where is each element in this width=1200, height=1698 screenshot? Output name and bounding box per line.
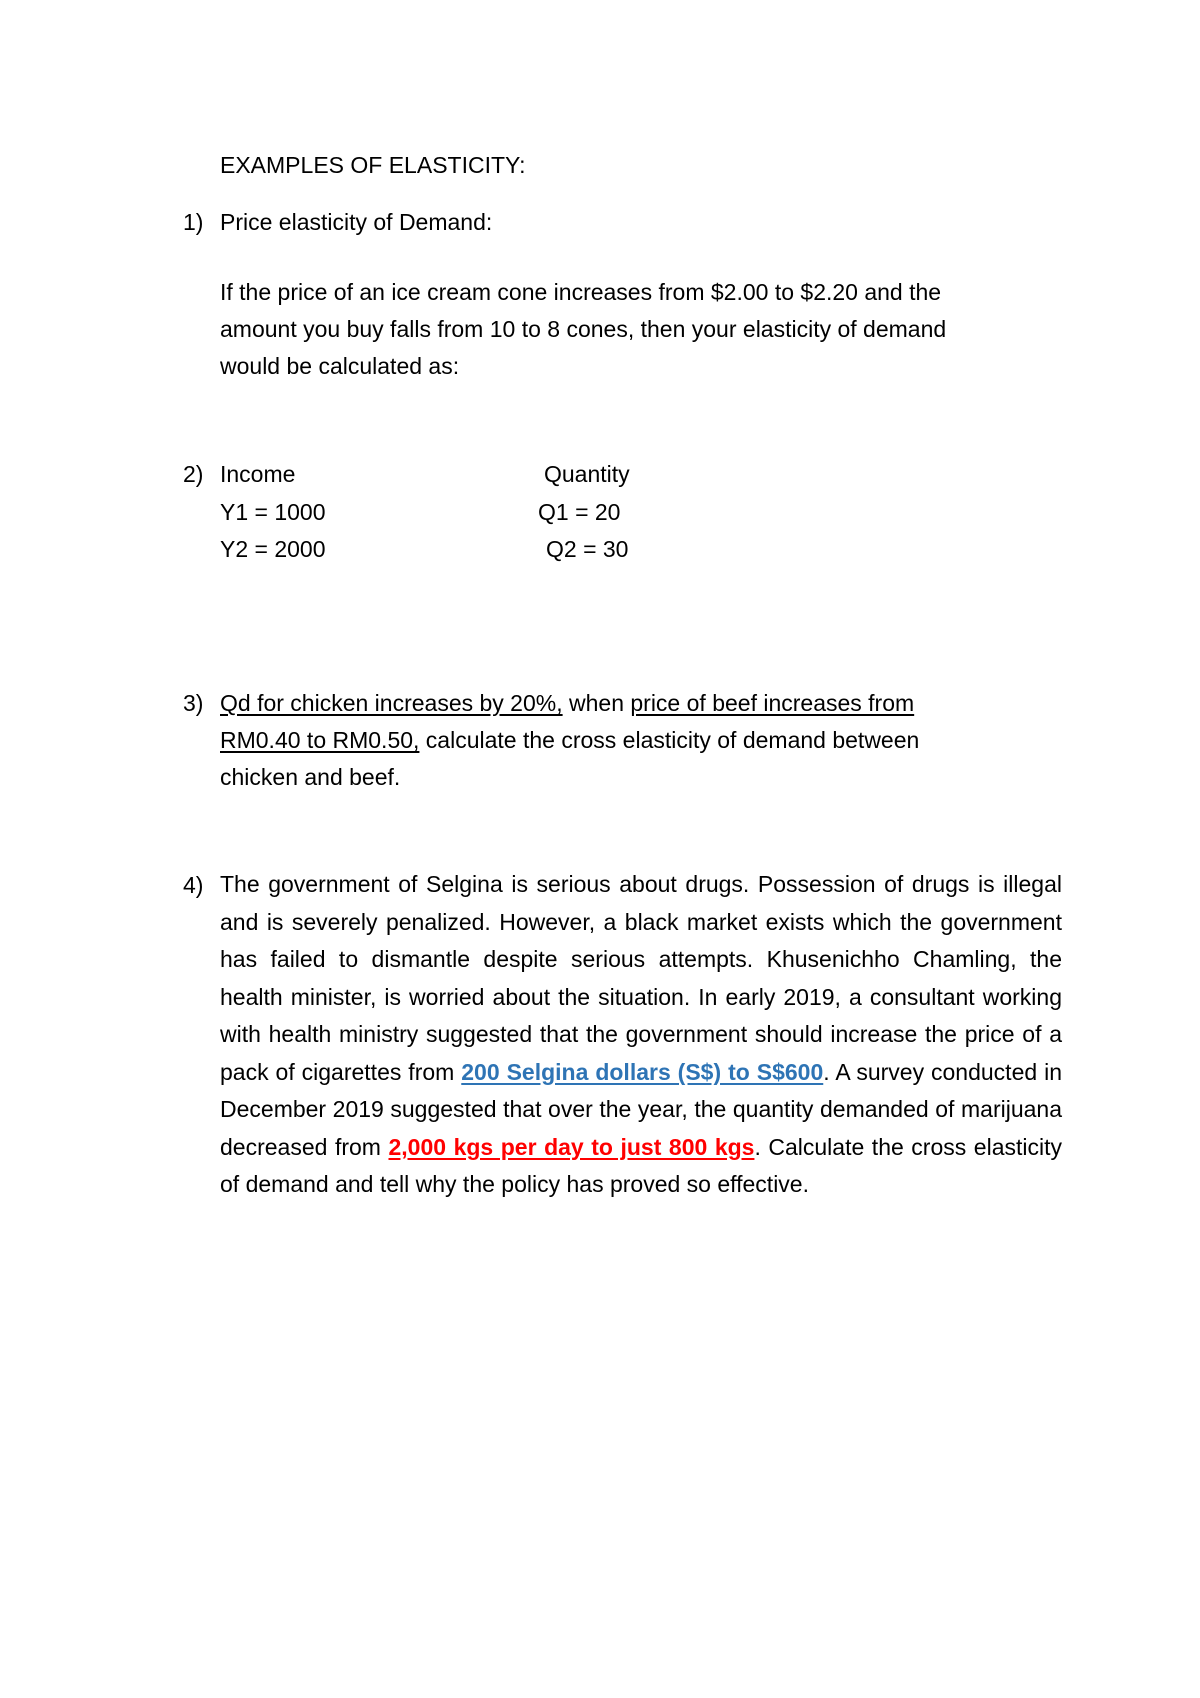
q3-when: when <box>562 690 631 716</box>
q1-line-1: If the price of an ice cream cone increases from $2.00 to $2.20 and the <box>220 279 942 305</box>
q1-line-3: would be calculated as: <box>220 353 460 379</box>
q3-chicken-increase: Qd for chicken increases by 20%, <box>220 690 563 716</box>
q3-line-1 <box>220 688 914 718</box>
q1-heading: Price elasticity of Demand: <box>220 209 493 235</box>
q2-number: 2) <box>183 461 204 487</box>
q4-paragraph <box>220 866 1062 1204</box>
q2-quantity-row-2: Q2 = 30 <box>546 536 629 562</box>
q1-line-2: amount you buy falls from 10 to 8 cones, then your elasticity of demand <box>220 316 947 342</box>
q4-blue-highlight: 200 Selgina dollars (S$) to S$600 <box>461 1058 824 1085</box>
q2-quantity-row-1: Q1 = 20 <box>538 499 621 525</box>
q4-text-after: . Calculate the cross elasticity of demand and tell why the policy has proved so effective. <box>220 1133 1062 1197</box>
q4-text-before: The government of Selgina is serious about drugs. Possession of drugs is illegal and is severely penalized. However, a black market exists which the government has failed to dismantle despite serious attempts. Khusenichho Chamling, the health minister, is worried about the situation. In early 2019, a consultant working with health ministry suggested that the government should increase the price of a pack of cigarettes from <box>220 871 1062 1085</box>
q3-line-2 <box>220 725 919 755</box>
q1-number: 1) <box>183 209 204 235</box>
q4-text-between: . A survey conducted in December 2019 suggested that over the year, the quantity demanded of marijuana decreased from <box>220 1058 1062 1160</box>
q3-beef-price-increase: price of beef increases from <box>630 690 915 716</box>
q2-income-header: Income <box>220 461 296 487</box>
q3-calc-text: calculate the cross elasticity of demand between <box>419 727 920 753</box>
q2-income-row-2: Y2 = 2000 <box>220 536 326 562</box>
q4-number: 4) <box>183 872 204 898</box>
q3-line-3: chicken and beef. <box>220 764 401 790</box>
document-title: EXAMPLES OF ELASTICITY: <box>220 152 526 178</box>
q3-price-range: RM0.40 to RM0.50, <box>220 727 420 753</box>
q4-red-highlight: 2,000 kgs per day to just 800 kgs <box>388 1133 755 1160</box>
q2-income-row-1: Y1 = 1000 <box>220 499 326 525</box>
q2-quantity-header: Quantity <box>544 461 630 487</box>
q3-number: 3) <box>183 690 204 716</box>
